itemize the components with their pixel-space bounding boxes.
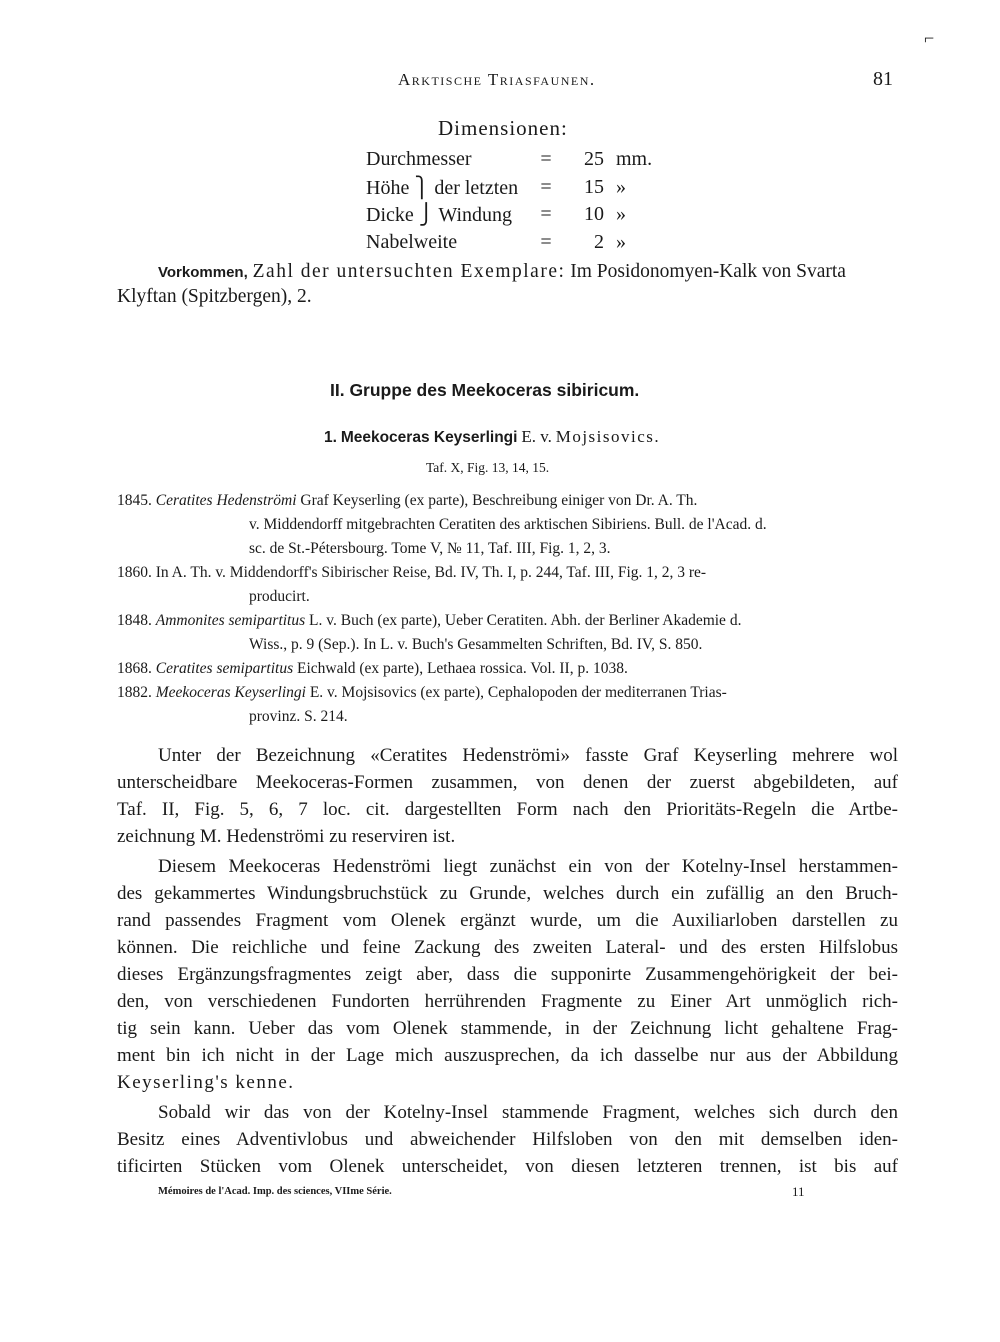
synonymy-continuation: Wiss., p. 9 (Sep.). In L. v. Buch's Gesammelten Schriften, Bd. IV, S. 850. [249, 636, 703, 653]
dimension-unit: » [616, 175, 626, 198]
dimension-equals: = [540, 230, 552, 253]
dimension-equals: = [540, 203, 552, 226]
footer-signature: 11 [792, 1184, 805, 1199]
species-name: Meekoceras Keyserlingi [340, 429, 518, 446]
body-line: den, von verschiedenen Fundorten herrührenden Fragmente zu Einer Art unmöglich rich- [117, 991, 898, 1012]
synonymy-taxon: Ceratites Hedenströmi [155, 492, 297, 509]
dimension-unit: » [616, 203, 626, 226]
dimension-equals: = [540, 175, 552, 198]
dimension-row [366, 146, 676, 174]
dimension-label: Durchmesser [366, 148, 472, 171]
synonymy-continuation: provinz. S. 214. [249, 708, 348, 725]
body-line: tificirten Stücken vom Olenek unterscheidet, von diesen letzteren trennen, ist bis auf [117, 1156, 898, 1177]
synonymy-taxon: Ceratites semipartitus [155, 660, 294, 677]
synonymy-continuation: v. Middendorff mitgebrachten Ceratiten des arktischen Sibiriens. Bull. de l'Acad. d. [249, 516, 767, 533]
body-line: zeichnung M. Hedenströmi zu reserviren ist. [117, 826, 456, 847]
dimension-row [366, 229, 676, 257]
synonymy-year: 1845. [117, 492, 152, 509]
plate-reference: Taf. X, Fig. 13, 14, 15. [426, 460, 550, 475]
body-line: unterscheidbare Meekoceras-Formen zusammen, von denen der zuerst abgebildeten, auf [117, 772, 898, 793]
synonymy-continuation: producirt. [249, 588, 310, 605]
dimension-value: 25 [584, 148, 604, 171]
species-number: 1. [324, 429, 337, 446]
dimension-equals: = [540, 148, 552, 171]
synonymy-year: 1868. [117, 660, 152, 677]
synonymy-text: E. v. Mojsisovics (ex parte), Cephalopoden der mediterranen Trias- [305, 684, 727, 701]
vorkommen-line [158, 258, 846, 287]
synonymy-entry [117, 492, 697, 510]
synonymy-text: L. v. Buch (ex parte), Ueber Ceratiten. Abh. der Berliner Akademie d. [305, 612, 742, 629]
species-author: Mojsisovics. [555, 427, 661, 446]
body-line: dieses Ergänzungsfragmentes zeigt aber, dass die supponirte Zusammengehörigkeit der bei- [117, 964, 898, 985]
dimension-value: 15 [584, 175, 604, 198]
vorkommen-label: Vorkommen, [158, 264, 248, 281]
synonymy-entry [117, 684, 727, 702]
body-line: des gekammertes Windungsbruchstück zu Grunde, welches durch ein zufällig an den Bruch- [117, 883, 898, 904]
synonymy-text: In A. Th. v. Middendorff's Sibirischer Reise, Bd. IV, Th. I, p. 244, Taf. III, Fig. 1, 2, 3 re- [155, 564, 707, 581]
dimension-row [366, 201, 676, 229]
dimension-value: 2 [594, 230, 604, 253]
synonymy-taxon: Ammonites semipartitus [155, 612, 306, 629]
synonymy-entry [117, 564, 706, 582]
synonymy-entry [117, 612, 741, 630]
body-line: Taf. II, Fig. 5, 6, 7 loc. cit. dargestellten Form nach den Prioritäts-Regeln die Artbe- [117, 799, 898, 820]
species-author-prefix: E. v. [521, 427, 552, 446]
body-line: Diesem Meekoceras Hedenströmi liegt zunächst ein von der Kotelny-Insel herstammen- [158, 856, 898, 877]
dimensions-title: Dimensionen: [438, 116, 568, 140]
synonymy-entry [117, 660, 628, 678]
synonymy-continuation: sc. de St.-Pétersbourg. Tome V, № 11, Taf. III, Fig. 1, 2, 3. [249, 540, 611, 557]
dimension-label: Nabelweite [366, 230, 458, 253]
synonymy-text: Eichwald (ex parte), Lethaea rossica. Vol. II, p. 1038. [293, 660, 628, 677]
dimension-unit: » [616, 230, 626, 253]
synonymy-taxon: Meekoceras Keyserlingi [155, 684, 306, 701]
body-line: tig sein kann. Ueber das vom Olenek stammende, in der Zeichnung licht gehaltene Frag- [117, 1018, 898, 1039]
vorkommen-text: Im Posidonomyen-Kalk von Svarta [565, 261, 846, 282]
vorkommen-spaced: Zahl der untersuchten Exemplare: [252, 261, 566, 282]
dimension-label: Dicke ⎭ Windung [366, 204, 513, 227]
body-line: rand passendes Fragment vom Olenek ergänzt wurde, um die Auxiliarloben darstellen zu [117, 910, 898, 931]
footer-series: Mémoires de l'Acad. Imp. des sciences, VIIme Série. [158, 1186, 392, 1197]
synonymy-year: 1860. [117, 564, 152, 581]
body-line: Unter der Bezeichnung «Ceratites Hedenströmi» fasste Graf Keyserling mehrere wol [158, 745, 898, 766]
dimensions-table [366, 146, 676, 256]
dimension-row [366, 174, 676, 202]
synonymy-year: 1882. [117, 684, 152, 701]
vorkommen-line-2: Klyftan (Spitzbergen), 2. [117, 286, 312, 307]
running-title: Arktische Triasfaunen. [398, 70, 596, 89]
species-heading [324, 427, 660, 447]
page-number: 81 [873, 68, 893, 90]
body-line: Besitz eines Adventivlobus und abweichender Hilfsloben von den mit demselben iden- [117, 1129, 898, 1150]
group-heading: II. Gruppe des Meekoceras sibiricum. [330, 380, 640, 400]
body-line: ment bin ich nicht in der Lage mich auszusprechen, da ich dasselbe nur aus der Abbildung [117, 1045, 898, 1066]
dimension-value: 10 [584, 203, 604, 226]
body-line: Sobald wir das von der Kotelny-Insel stammende Fragment, welches sich durch den [158, 1102, 898, 1123]
synonymy-year: 1848. [117, 612, 152, 629]
body-line: Keyserling's kenne. [117, 1072, 295, 1093]
corner-mark: ⌐ [924, 28, 935, 48]
body-line: können. Die reichliche und feine Zackung des zweiten Lateral- und des ersten Hilfslobus [117, 937, 898, 958]
dimension-unit: mm. [616, 148, 653, 171]
synonymy-text: Graf Keyserling (ex parte), Beschreibung einiger von Dr. A. Th. [296, 492, 698, 509]
dimension-label: Höhe ⎫ der letzten [366, 176, 519, 199]
